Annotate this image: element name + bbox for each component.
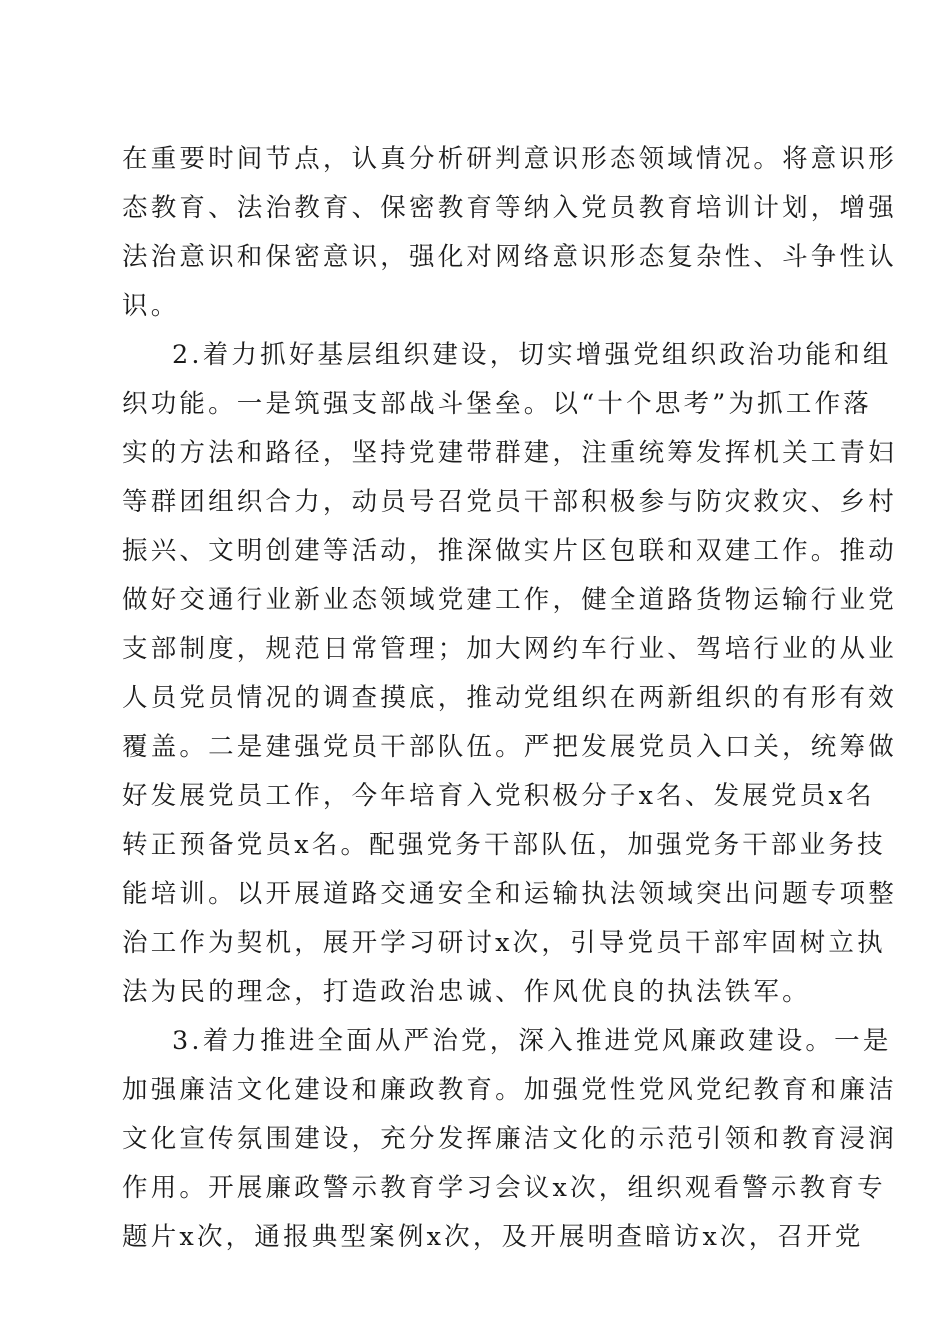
- text-line: 等群团组织合力，动员号召党员干部积极参与防灾救灾、乡村: [122, 487, 897, 517]
- text-line: 实的方法和路径，坚持党建带群建，注重统筹发挥机关工青妇: [122, 438, 897, 468]
- text-line: 文化宣传氛围建设，充分发挥廉洁文化的示范引领和教育浸润: [122, 1124, 897, 1154]
- text-line: 题片x次，通报典型案例x次，及开展明查暗访x次，召开党: [122, 1222, 864, 1252]
- text-line: 能培训。以开展道路交通安全和运输执法领域突出问题专项整: [122, 879, 897, 909]
- text-line: 识。: [122, 291, 180, 321]
- text-line: 振兴、文明创建等活动，推深做实片区包联和双建工作。推动: [122, 536, 897, 566]
- text-line: 法治意识和保密意识，强化对网络意识形态复杂性、斗争性认: [122, 242, 897, 272]
- text-line: 织功能。一是筑强支部战斗堡垒。以“十个思考”为抓工作落: [122, 389, 872, 419]
- text-line: 覆盖。二是建强党员干部队伍。严把发展党员入口关，统筹做: [122, 732, 897, 762]
- text-line: 作用。开展廉政警示教育学习会议x次，组织观看警示教育专: [122, 1173, 886, 1203]
- text-line: 做好交通行业新业态领域党建工作，健全道路货物运输行业党: [122, 585, 897, 615]
- text-line: 转正预备党员x名。配强党务干部队伍，加强党务干部业务技: [122, 830, 886, 860]
- paragraph-3-first-line: 3.着力推进全面从严治党，深入推进党风廉政建设。一是: [172, 1026, 892, 1056]
- text-line: 法为民的理念，打造政治忠诚、作风优良的执法铁军。: [122, 977, 811, 1007]
- text-line: 态教育、法治教育、保密教育等纳入党员教育培训计划，增强: [122, 193, 897, 223]
- text-line: 人员党员情况的调查摸底，推动党组织在两新组织的有形有效: [122, 683, 897, 713]
- text-line: 治工作为契机，展开学习研讨x次，引导党员干部牢固树立执: [122, 928, 886, 958]
- paragraph-2-first-line: 2.着力抓好基层组织建设，切实增强党组织政治功能和组: [172, 340, 892, 370]
- text-line: 好发展党员工作，今年培育入党积极分子x名、发展党员x名: [122, 781, 875, 811]
- text-line: 支部制度，规范日常管理；加大网约车行业、驾培行业的从业: [122, 634, 897, 664]
- text-line: 在重要时间节点，认真分析研判意识形态领域情况。将意识形: [122, 144, 897, 174]
- text-line: 加强廉洁文化建设和廉政教育。加强党性党风党纪教育和廉洁: [122, 1075, 897, 1105]
